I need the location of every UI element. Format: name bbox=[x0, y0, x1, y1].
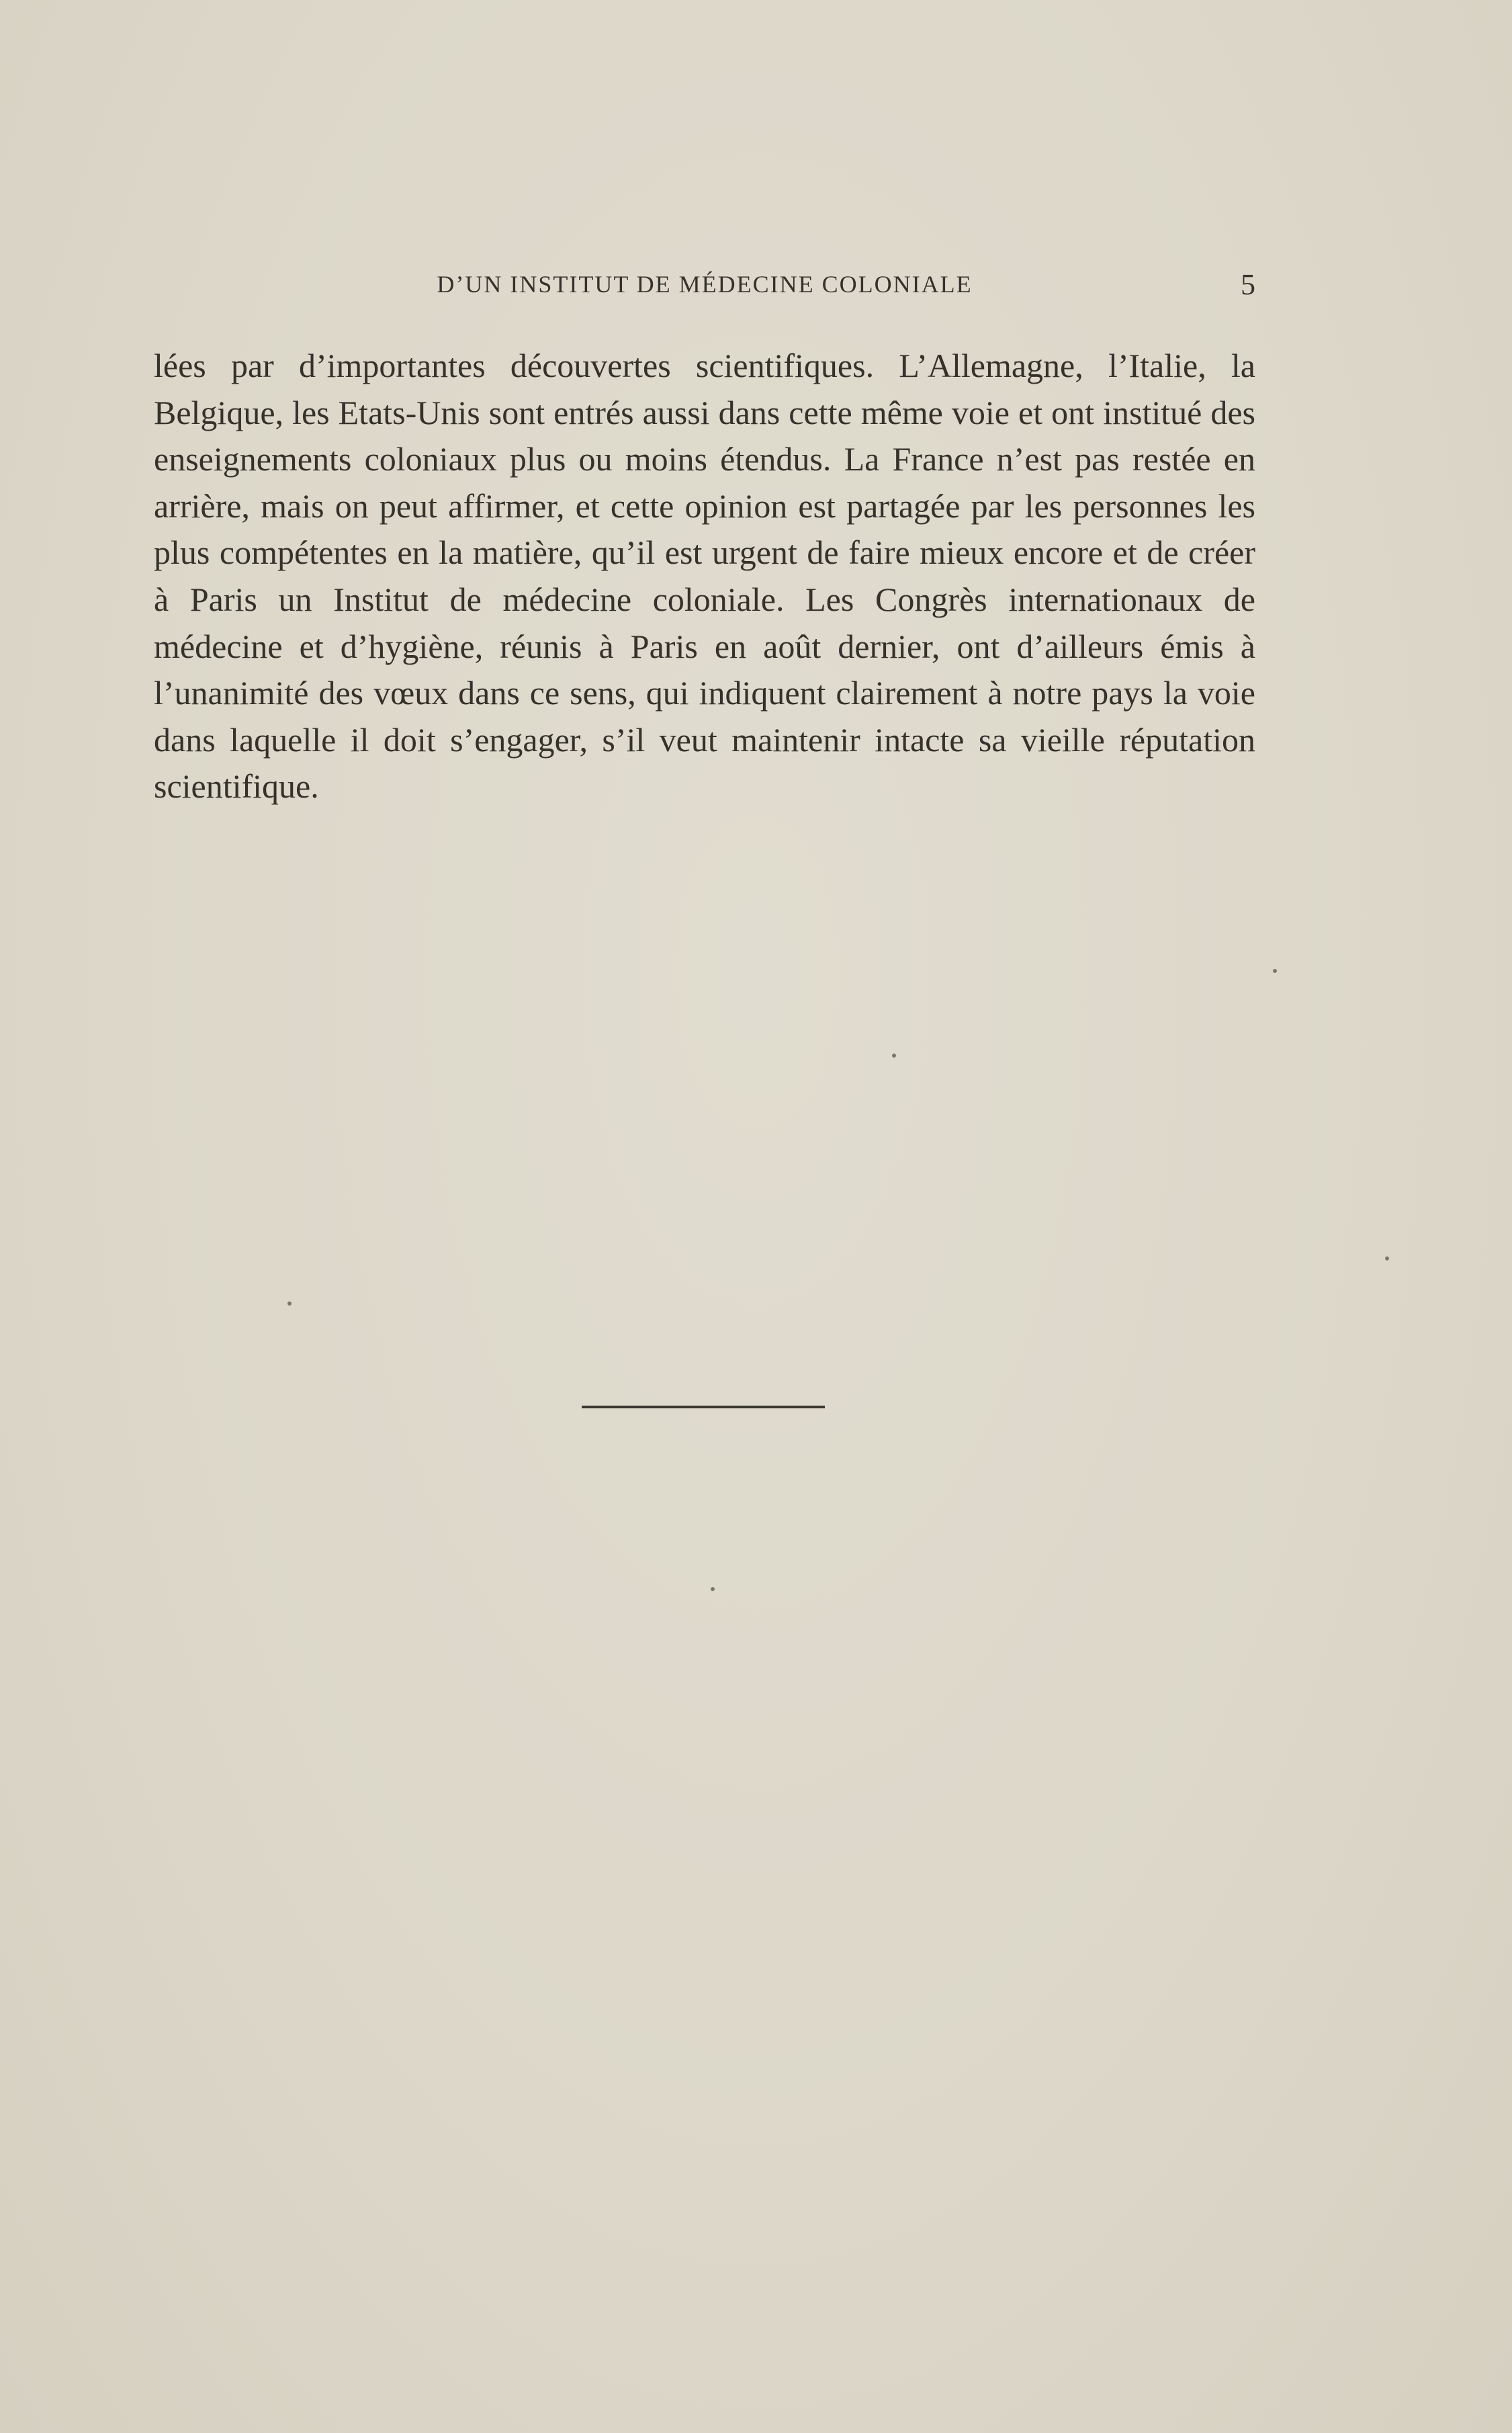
paper-speck bbox=[287, 1301, 292, 1306]
running-head bbox=[154, 267, 1255, 301]
page-number: 5 bbox=[1241, 268, 1255, 301]
running-title: D’UN INSTITUT DE MÉDECINE COLONIALE bbox=[437, 271, 973, 298]
body-paragraph: lées par d’importantes découvertes scientifiques. L’Allemagne, l’Italie, la Belgique, les Etats-Unis sont entrés aussi dans cette même voie et ont institué des enseignements coloniaux plus ou moins étendus. La France n’est pas restée en arrière, mais on peut affirmer, et cette opinion est partagée par les personnes les plus compétentes en la matière, qu’il est urgent de faire mieux encore et de créer à Paris un Institut de médecine coloniale. Les Congrès internationaux de médecine et d’hygiène, réunis à Paris en août dernier, ont d’ailleurs émis à l’unanimité des vœux dans ce sens, qui indiquent clairement à notre pays la voie dans laquelle il doit s’engager, s’il veut maintenir intacte sa vieille réputation scientifique. bbox=[154, 347, 1255, 806]
paper-speck bbox=[711, 1587, 715, 1591]
paper-speck bbox=[892, 1054, 896, 1058]
section-divider-rule bbox=[582, 1406, 825, 1408]
paper-speck bbox=[1385, 1256, 1389, 1261]
paper-speck bbox=[1273, 969, 1277, 973]
